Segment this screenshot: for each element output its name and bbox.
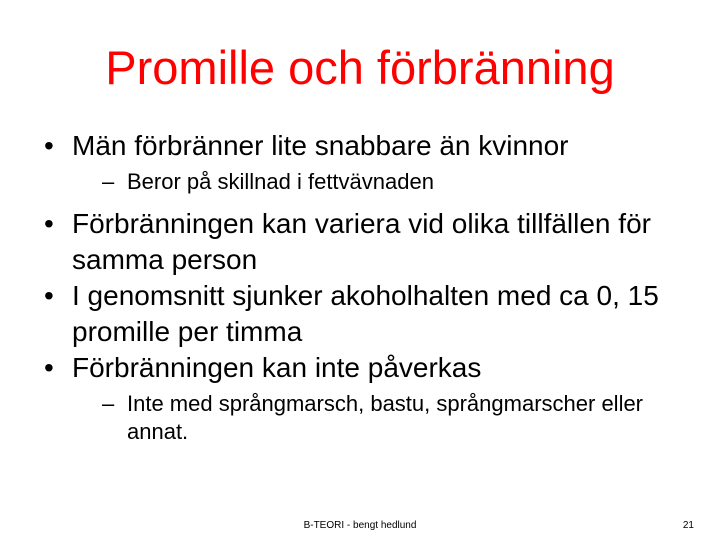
- sub-bullet-item: [102, 168, 684, 196]
- dash-glyph: –: [102, 391, 115, 416]
- bullet-text: Män förbränner lite snabbare än kvinnor: [72, 130, 569, 161]
- bullet-list: [44, 128, 684, 446]
- sub-bullet-item: [102, 390, 684, 446]
- sub-bullet-text: Beror på skillnad i fettvävnaden: [127, 169, 434, 194]
- bullet-glyph: •: [44, 352, 54, 383]
- bullet-glyph: •: [44, 280, 54, 311]
- bullet-glyph: •: [44, 208, 54, 239]
- dash-glyph: –: [102, 169, 115, 194]
- slide-title: Promille och förbränning: [105, 41, 615, 94]
- bullet-item: [44, 350, 684, 386]
- bullet-text: I genomsnitt sjunker akoholhalten med ca 0, 15 promille per timma: [72, 280, 659, 347]
- bullet-glyph: •: [44, 130, 54, 161]
- bullet-item: [44, 128, 684, 164]
- bullet-text: Förbränningen kan variera vid olika tillfällen för samma person: [72, 208, 651, 275]
- footer-text: B-TEORI - bengt hedlund: [303, 520, 417, 531]
- bullet-text: Förbränningen kan inte påverkas: [72, 352, 482, 383]
- page-number: 21: [682, 520, 694, 531]
- bullet-item: [44, 206, 684, 278]
- sub-bullet-text: Inte med språngmarsch, bastu, språngmarscher eller annat.: [127, 391, 644, 444]
- bullet-item: [44, 278, 684, 350]
